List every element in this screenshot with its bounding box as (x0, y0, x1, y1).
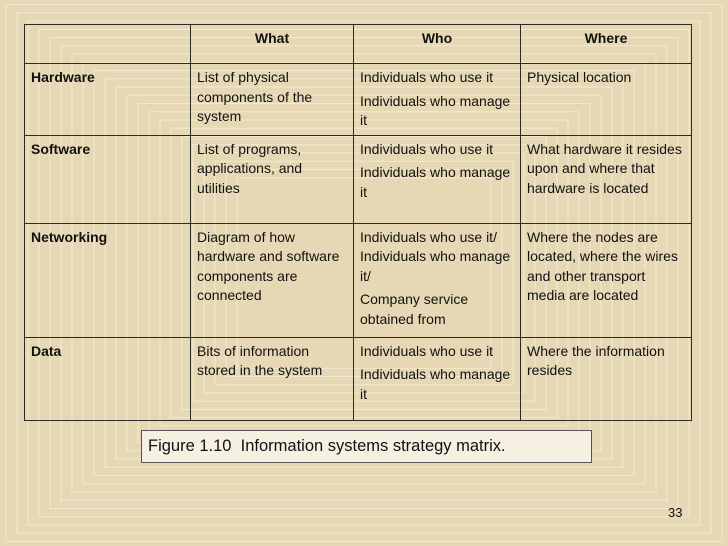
what-cell (191, 223, 354, 337)
cell-text: Company service obtained from (360, 291, 469, 327)
row-label: Hardware (25, 64, 191, 136)
row-label: Software (25, 135, 191, 223)
cell-text: Bits of information stored in the system (197, 342, 323, 378)
cell-text: Individuals who manage it (360, 366, 511, 402)
who-cell (354, 337, 521, 420)
who-cell (354, 223, 521, 337)
header-cell-who: Who (354, 25, 521, 64)
table-row-hardware (25, 64, 692, 136)
header-cell-where: Where (521, 25, 692, 64)
what-cell (191, 337, 354, 420)
cell-text: Physical location (527, 69, 632, 85)
header-cell-corner (25, 25, 191, 64)
cell-text: Where the information resides (527, 342, 665, 378)
cell-text: Individuals who use it (360, 69, 494, 85)
cell-text: What hardware it resides upon and where that hardware is located (527, 140, 682, 196)
row-label: Networking (25, 223, 191, 337)
cell-text: Individuals who manage it (360, 164, 511, 200)
cell-text: Individuals who manage it (360, 92, 511, 128)
where-cell (521, 223, 692, 337)
cell-text: Individuals who use it (360, 140, 494, 157)
row-label: Data (25, 337, 191, 420)
what-cell (191, 64, 354, 136)
cell-text: Individuals who use it (360, 342, 494, 359)
where-cell (521, 64, 692, 136)
cell-text: Individuals who use it/ Individuals who manage it/ (360, 228, 511, 284)
where-cell (521, 337, 692, 420)
who-cell (354, 64, 521, 136)
cell-text: List of physical components of the system (197, 69, 313, 124)
cell-text: Where the nodes are located, where the wires and other transport media are located (527, 228, 678, 303)
who-cell (354, 135, 521, 223)
strategy-matrix-table (24, 24, 692, 421)
header-row (25, 25, 692, 64)
where-cell (521, 135, 692, 223)
header-cell-what: What (191, 25, 354, 64)
cell-text: Diagram of how hardware and software components are connected (197, 228, 340, 303)
cell-text: List of programs, applications, and utilities (197, 140, 303, 196)
figure-caption: Figure 1.10 Information systems strategy matrix. (141, 430, 592, 463)
table-row-networking (25, 223, 692, 337)
what-cell (191, 135, 354, 223)
table-row-data (25, 337, 692, 420)
page-number: 33 (668, 505, 683, 520)
table-row-software (25, 135, 692, 223)
